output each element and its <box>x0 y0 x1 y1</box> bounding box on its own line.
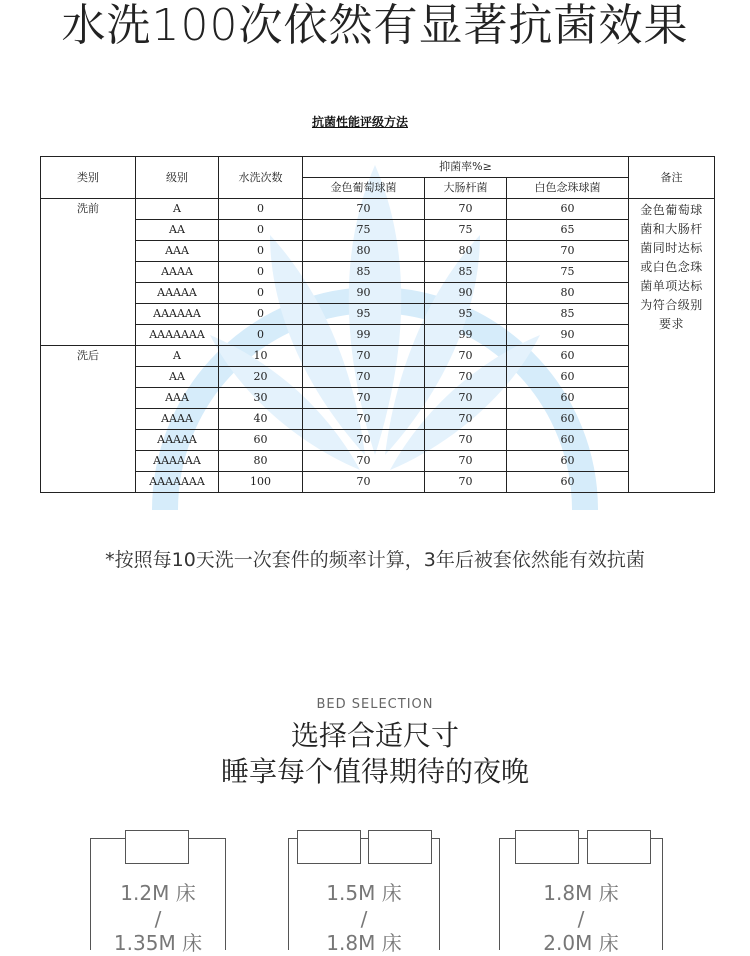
cell-washes: 30 <box>219 388 303 409</box>
header-category: 类别 <box>41 157 136 199</box>
header-staph: 金色葡萄球菌 <box>303 178 425 199</box>
bed-card-2[interactable] <box>288 830 440 955</box>
cell-ecoli: 70 <box>425 388 507 409</box>
pillow-icon <box>125 830 189 864</box>
cell-grade: AAA <box>136 388 219 409</box>
cell-grade: AAAAAA <box>136 304 219 325</box>
cell-grade: A <box>136 346 219 367</box>
cell-candida: 60 <box>507 199 629 220</box>
header-candida: 白色念珠球菌 <box>507 178 629 199</box>
bed-separator: / <box>577 907 585 931</box>
cell-grade: AAAA <box>136 409 219 430</box>
cell-ecoli: 99 <box>425 325 507 346</box>
cell-washes: 0 <box>219 304 303 325</box>
table-caption: 抗菌性能评级方法 <box>311 115 408 129</box>
footnote: *按照每10天洗一次套件的频率计算，3年后被套依然能有效抗菌 <box>105 549 645 571</box>
table-row <box>41 199 715 220</box>
cell-ecoli: 85 <box>425 262 507 283</box>
cell-washes: 0 <box>219 220 303 241</box>
selection-subtitle: 睡享每个值得期待的夜晚 <box>220 755 529 788</box>
antibacterial-grade-table <box>40 156 715 493</box>
cell-grade: AAAAA <box>136 283 219 304</box>
pillow-icon <box>515 830 579 864</box>
bed-separator: / <box>360 907 368 931</box>
cell-washes: 0 <box>219 262 303 283</box>
header-note: 备注 <box>629 157 715 199</box>
cell-grade: AA <box>136 367 219 388</box>
bed-size-label: 1.8M 床 <box>543 881 619 905</box>
bed-size-label: 1.2M 床 <box>120 881 196 905</box>
cell-staph: 99 <box>303 325 425 346</box>
bed-separator: / <box>154 907 162 931</box>
table-row <box>41 262 715 283</box>
cell-grade: AAAA <box>136 262 219 283</box>
cell-ecoli: 90 <box>425 283 507 304</box>
cell-staph: 75 <box>303 220 425 241</box>
bed-cover-label: 2.0M 床 <box>543 931 619 955</box>
cell-staph: 70 <box>303 367 425 388</box>
table-row <box>41 409 715 430</box>
pillow-icon <box>368 830 432 864</box>
cell-candida: 60 <box>507 472 629 493</box>
cell-washes: 80 <box>219 451 303 472</box>
cell-candida: 80 <box>507 283 629 304</box>
bed-card-1[interactable] <box>90 830 226 955</box>
cell-candida: 60 <box>507 346 629 367</box>
cell-grade: AAAAAA <box>136 451 219 472</box>
note-cell: 金色葡萄球菌和大肠杆菌同时达标或白色念珠菌单项达标为符合级别要求 <box>629 199 715 493</box>
cell-grade: AAA <box>136 241 219 262</box>
selection-eyebrow: BED SELECTION <box>316 697 434 712</box>
cell-ecoli: 75 <box>425 220 507 241</box>
table-row <box>41 220 715 241</box>
cell-ecoli: 95 <box>425 304 507 325</box>
cell-washes: 20 <box>219 367 303 388</box>
group-label: 洗前 <box>41 199 136 346</box>
table-row <box>41 346 715 367</box>
table-row <box>41 451 715 472</box>
cell-ecoli: 70 <box>425 451 507 472</box>
cell-grade: AAAAAAA <box>136 472 219 493</box>
table-row <box>41 367 715 388</box>
cell-ecoli: 70 <box>425 346 507 367</box>
cell-candida: 60 <box>507 388 629 409</box>
cell-washes: 60 <box>219 430 303 451</box>
cell-candida: 90 <box>507 325 629 346</box>
cell-staph: 80 <box>303 241 425 262</box>
cell-ecoli: 70 <box>425 472 507 493</box>
cell-staph: 70 <box>303 409 425 430</box>
cell-grade: AA <box>136 220 219 241</box>
table-row <box>41 241 715 262</box>
cell-ecoli: 70 <box>425 199 507 220</box>
bed-cover-label: 1.35M 床 <box>113 931 203 955</box>
cell-washes: 0 <box>219 283 303 304</box>
table-row <box>41 472 715 493</box>
cell-staph: 70 <box>303 346 425 367</box>
cell-ecoli: 70 <box>425 367 507 388</box>
cell-washes: 10 <box>219 346 303 367</box>
cell-staph: 70 <box>303 199 425 220</box>
cell-washes: 0 <box>219 241 303 262</box>
bed-card-3[interactable] <box>499 830 663 955</box>
cell-candida: 65 <box>507 220 629 241</box>
cell-staph: 90 <box>303 283 425 304</box>
table-row <box>41 304 715 325</box>
table-row <box>41 388 715 409</box>
cell-candida: 60 <box>507 430 629 451</box>
cell-staph: 70 <box>303 430 425 451</box>
header-inhibition: 抑菌率%≥ <box>303 157 629 178</box>
cell-grade: AAAAAAA <box>136 325 219 346</box>
table-body <box>41 199 715 493</box>
cell-grade: AAAAA <box>136 430 219 451</box>
cell-ecoli: 70 <box>425 430 507 451</box>
cell-candida: 60 <box>507 409 629 430</box>
cell-candida: 60 <box>507 367 629 388</box>
cell-grade: A <box>136 199 219 220</box>
table-row <box>41 283 715 304</box>
cell-candida: 75 <box>507 262 629 283</box>
bed-cover-label: 1.8M 床 <box>326 931 402 955</box>
header-ecoli: 大肠杆菌 <box>425 178 507 199</box>
group-label: 洗后 <box>41 346 136 493</box>
cell-washes: 0 <box>219 199 303 220</box>
pillow-icon <box>587 830 651 864</box>
cell-ecoli: 70 <box>425 409 507 430</box>
cell-washes: 40 <box>219 409 303 430</box>
cell-candida: 60 <box>507 451 629 472</box>
pillow-icon <box>297 830 361 864</box>
selection-title: 选择合适尺寸 <box>290 719 459 752</box>
cell-washes: 100 <box>219 472 303 493</box>
header-grade: 级别 <box>136 157 219 199</box>
header-washes: 水洗次数 <box>219 157 303 199</box>
page-headline: 水洗100次依然有显著抗菌效果 <box>61 0 689 51</box>
cell-staph: 70 <box>303 472 425 493</box>
cell-staph: 85 <box>303 262 425 283</box>
table-row <box>41 430 715 451</box>
cell-ecoli: 80 <box>425 241 507 262</box>
cell-candida: 70 <box>507 241 629 262</box>
cell-staph: 95 <box>303 304 425 325</box>
cell-washes: 0 <box>219 325 303 346</box>
table-row <box>41 325 715 346</box>
cell-staph: 70 <box>303 451 425 472</box>
bed-size-label: 1.5M 床 <box>326 881 402 905</box>
cell-candida: 85 <box>507 304 629 325</box>
cell-staph: 70 <box>303 388 425 409</box>
